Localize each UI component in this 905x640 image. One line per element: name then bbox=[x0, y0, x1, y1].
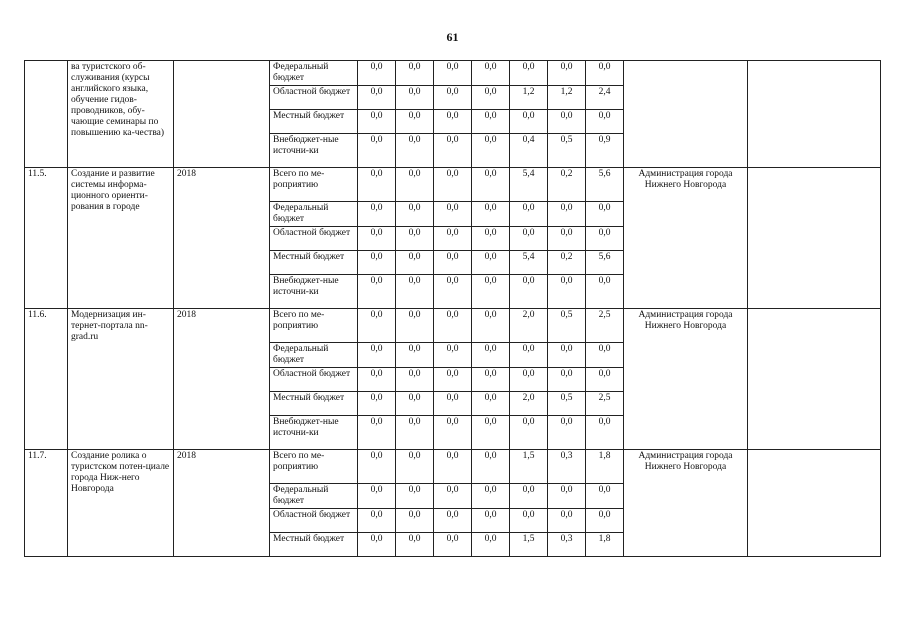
funding-source: Областной бюджет bbox=[270, 368, 358, 392]
amount-cell: 0,0 bbox=[472, 533, 510, 557]
executor bbox=[624, 61, 748, 168]
funding-source: Федеральный бюджет bbox=[270, 484, 358, 509]
funding-source: Всего по ме-роприятию bbox=[270, 168, 358, 202]
amount-cell: 0,0 bbox=[358, 509, 396, 533]
item-number: 11.5. bbox=[25, 168, 68, 309]
amount-cell: 0,0 bbox=[472, 392, 510, 416]
amount-cell: 0,0 bbox=[548, 484, 586, 509]
amount-cell: 2,0 bbox=[510, 392, 548, 416]
amount-cell: 0,0 bbox=[396, 416, 434, 450]
amount-cell: 1,5 bbox=[510, 533, 548, 557]
extra-column bbox=[748, 168, 881, 309]
amount-cell: 0,0 bbox=[396, 368, 434, 392]
table-row bbox=[25, 168, 881, 202]
amount-cell: 0,0 bbox=[510, 275, 548, 309]
amount-cell: 0,0 bbox=[396, 509, 434, 533]
amount-cell: 0,0 bbox=[434, 392, 472, 416]
funding-source: Местный бюджет bbox=[270, 392, 358, 416]
funding-source: Внебюджет-ные источни-ки bbox=[270, 416, 358, 450]
amount-cell: 0,0 bbox=[434, 275, 472, 309]
amount-cell: 0,0 bbox=[548, 509, 586, 533]
item-number: 11.6. bbox=[25, 309, 68, 450]
amount-cell: 0,0 bbox=[434, 61, 472, 86]
amount-cell: 0,0 bbox=[510, 202, 548, 227]
amount-cell: 0,0 bbox=[396, 202, 434, 227]
amount-cell: 0,2 bbox=[548, 251, 586, 275]
item-year: 2018 bbox=[174, 450, 270, 557]
item-name: Модернизация ин-тернет-портала nn-grad.ru bbox=[68, 309, 174, 450]
amount-cell: 0,0 bbox=[548, 343, 586, 368]
funding-source: Федеральный бюджет bbox=[270, 343, 358, 368]
budget-table bbox=[24, 60, 881, 557]
funding-source: Местный бюджет bbox=[270, 533, 358, 557]
amount-cell: 0,0 bbox=[358, 61, 396, 86]
amount-cell: 0,0 bbox=[472, 368, 510, 392]
item-number: 11.7. bbox=[25, 450, 68, 557]
amount-cell: 2,5 bbox=[586, 392, 624, 416]
amount-cell: 1,8 bbox=[586, 533, 624, 557]
item-name: Создание ролика о туристском потен-циале города Ниж-него Новгорода bbox=[68, 450, 174, 557]
amount-cell: 0,0 bbox=[358, 368, 396, 392]
amount-cell: 0,0 bbox=[396, 86, 434, 110]
amount-cell: 0,0 bbox=[586, 509, 624, 533]
amount-cell: 0,0 bbox=[396, 168, 434, 202]
amount-cell: 1,2 bbox=[548, 86, 586, 110]
amount-cell: 0,0 bbox=[548, 416, 586, 450]
funding-source: Внебюджет-ные источни-ки bbox=[270, 134, 358, 168]
amount-cell: 0,0 bbox=[396, 533, 434, 557]
amount-cell: 0,0 bbox=[358, 275, 396, 309]
item-year bbox=[174, 61, 270, 168]
amount-cell: 0,0 bbox=[510, 484, 548, 509]
amount-cell: 0,9 bbox=[586, 134, 624, 168]
amount-cell: 0,0 bbox=[358, 86, 396, 110]
amount-cell: 0,0 bbox=[358, 168, 396, 202]
amount-cell: 0,0 bbox=[586, 61, 624, 86]
amount-cell: 0,0 bbox=[434, 86, 472, 110]
funding-source: Внебюджет-ные источни-ки bbox=[270, 275, 358, 309]
amount-cell: 0,0 bbox=[396, 251, 434, 275]
amount-cell: 0,0 bbox=[472, 484, 510, 509]
amount-cell: 0,3 bbox=[548, 450, 586, 484]
funding-source: Всего по ме-роприятию bbox=[270, 450, 358, 484]
amount-cell: 5,4 bbox=[510, 251, 548, 275]
amount-cell: 0,0 bbox=[586, 343, 624, 368]
amount-cell: 0,0 bbox=[434, 416, 472, 450]
amount-cell: 0,0 bbox=[472, 343, 510, 368]
amount-cell: 0,0 bbox=[472, 134, 510, 168]
amount-cell: 0,0 bbox=[472, 110, 510, 134]
amount-cell: 0,0 bbox=[434, 533, 472, 557]
amount-cell: 0,0 bbox=[434, 343, 472, 368]
funding-source: Областной бюджет bbox=[270, 86, 358, 110]
amount-cell: 0,0 bbox=[396, 134, 434, 168]
amount-cell: 0,0 bbox=[472, 416, 510, 450]
amount-cell: 0,0 bbox=[510, 416, 548, 450]
amount-cell: 2,4 bbox=[586, 86, 624, 110]
amount-cell: 0,0 bbox=[358, 484, 396, 509]
executor: Администрация города Нижнего Новгорода bbox=[624, 168, 748, 309]
amount-cell: 0,0 bbox=[358, 533, 396, 557]
item-year: 2018 bbox=[174, 309, 270, 450]
amount-cell: 0,0 bbox=[358, 202, 396, 227]
amount-cell: 0,0 bbox=[548, 61, 586, 86]
amount-cell: 0,0 bbox=[548, 227, 586, 251]
amount-cell: 0,0 bbox=[358, 450, 396, 484]
amount-cell: 0,0 bbox=[586, 416, 624, 450]
amount-cell: 0,0 bbox=[510, 61, 548, 86]
funding-source: Всего по ме-роприятию bbox=[270, 309, 358, 343]
amount-cell: 0,0 bbox=[434, 309, 472, 343]
amount-cell: 0,0 bbox=[434, 450, 472, 484]
amount-cell: 0,0 bbox=[434, 202, 472, 227]
amount-cell: 0,5 bbox=[548, 134, 586, 168]
page-number: 61 bbox=[446, 30, 459, 44]
extra-column bbox=[748, 450, 881, 557]
amount-cell: 5,4 bbox=[510, 168, 548, 202]
amount-cell: 0,0 bbox=[586, 202, 624, 227]
amount-cell: 1,8 bbox=[586, 450, 624, 484]
amount-cell: 0,0 bbox=[510, 509, 548, 533]
extra-column bbox=[748, 309, 881, 450]
amount-cell: 0,0 bbox=[358, 227, 396, 251]
amount-cell: 0,0 bbox=[472, 309, 510, 343]
amount-cell: 2,5 bbox=[586, 309, 624, 343]
amount-cell: 0,0 bbox=[434, 134, 472, 168]
amount-cell: 0,5 bbox=[548, 309, 586, 343]
amount-cell: 0,0 bbox=[548, 202, 586, 227]
amount-cell: 0,0 bbox=[586, 110, 624, 134]
funding-source: Федеральный бюджет bbox=[270, 61, 358, 86]
table-row bbox=[25, 450, 881, 484]
funding-source: Областной бюджет bbox=[270, 227, 358, 251]
amount-cell: 0,0 bbox=[396, 343, 434, 368]
amount-cell: 0,0 bbox=[358, 392, 396, 416]
extra-column bbox=[748, 61, 881, 168]
amount-cell: 0,2 bbox=[548, 168, 586, 202]
amount-cell: 0,0 bbox=[548, 110, 586, 134]
amount-cell: 5,6 bbox=[586, 251, 624, 275]
amount-cell: 0,0 bbox=[472, 168, 510, 202]
item-year: 2018 bbox=[174, 168, 270, 309]
item-number bbox=[25, 61, 68, 168]
amount-cell: 2,0 bbox=[510, 309, 548, 343]
amount-cell: 0,5 bbox=[548, 392, 586, 416]
amount-cell: 0,0 bbox=[472, 202, 510, 227]
amount-cell: 0,4 bbox=[510, 134, 548, 168]
amount-cell: 0,0 bbox=[434, 227, 472, 251]
amount-cell: 0,0 bbox=[586, 368, 624, 392]
amount-cell: 0,0 bbox=[434, 368, 472, 392]
amount-cell: 0,0 bbox=[510, 343, 548, 368]
amount-cell: 0,0 bbox=[358, 251, 396, 275]
item-name: Создание и развитие системы информа-ционного ориенти-рования в городе bbox=[68, 168, 174, 309]
amount-cell: 0,0 bbox=[472, 251, 510, 275]
amount-cell: 0,0 bbox=[396, 450, 434, 484]
funding-source: Областной бюджет bbox=[270, 509, 358, 533]
table-row bbox=[25, 61, 881, 86]
amount-cell: 0,0 bbox=[434, 110, 472, 134]
amount-cell: 0,0 bbox=[396, 110, 434, 134]
amount-cell: 0,0 bbox=[586, 484, 624, 509]
amount-cell: 0,0 bbox=[548, 368, 586, 392]
executor: Администрация города Нижнего Новгорода bbox=[624, 450, 748, 557]
amount-cell: 0,0 bbox=[434, 509, 472, 533]
amount-cell: 0,0 bbox=[358, 110, 396, 134]
amount-cell: 0,0 bbox=[396, 227, 434, 251]
amount-cell: 0,0 bbox=[510, 227, 548, 251]
amount-cell: 0,0 bbox=[472, 86, 510, 110]
amount-cell: 0,0 bbox=[472, 61, 510, 86]
amount-cell: 0,0 bbox=[586, 227, 624, 251]
amount-cell: 0,0 bbox=[472, 275, 510, 309]
amount-cell: 0,0 bbox=[396, 61, 434, 86]
funding-source: Местный бюджет bbox=[270, 251, 358, 275]
item-name: ва туристского об-служивания (курсы английского языка, обучение гидов-проводников, обу-чающие семинары по повышению ка-чества) bbox=[68, 61, 174, 168]
amount-cell: 0,0 bbox=[358, 416, 396, 450]
amount-cell: 0,0 bbox=[510, 368, 548, 392]
amount-cell: 0,3 bbox=[548, 533, 586, 557]
amount-cell: 0,0 bbox=[434, 484, 472, 509]
executor: Администрация города Нижнего Новгорода bbox=[624, 309, 748, 450]
table-row bbox=[25, 309, 881, 343]
amount-cell: 0,0 bbox=[434, 168, 472, 202]
amount-cell: 1,2 bbox=[510, 86, 548, 110]
amount-cell: 0,0 bbox=[358, 309, 396, 343]
amount-cell: 0,0 bbox=[472, 450, 510, 484]
amount-cell: 0,0 bbox=[396, 275, 434, 309]
amount-cell: 1,5 bbox=[510, 450, 548, 484]
funding-source: Местный бюджет bbox=[270, 110, 358, 134]
amount-cell: 5,6 bbox=[586, 168, 624, 202]
amount-cell: 0,0 bbox=[472, 227, 510, 251]
amount-cell: 0,0 bbox=[586, 275, 624, 309]
amount-cell: 0,0 bbox=[358, 343, 396, 368]
amount-cell: 0,0 bbox=[396, 392, 434, 416]
amount-cell: 0,0 bbox=[396, 309, 434, 343]
amount-cell: 0,0 bbox=[472, 509, 510, 533]
amount-cell: 0,0 bbox=[548, 275, 586, 309]
amount-cell: 0,0 bbox=[434, 251, 472, 275]
funding-source: Федеральный бюджет bbox=[270, 202, 358, 227]
amount-cell: 0,0 bbox=[358, 134, 396, 168]
amount-cell: 0,0 bbox=[510, 110, 548, 134]
amount-cell: 0,0 bbox=[396, 484, 434, 509]
